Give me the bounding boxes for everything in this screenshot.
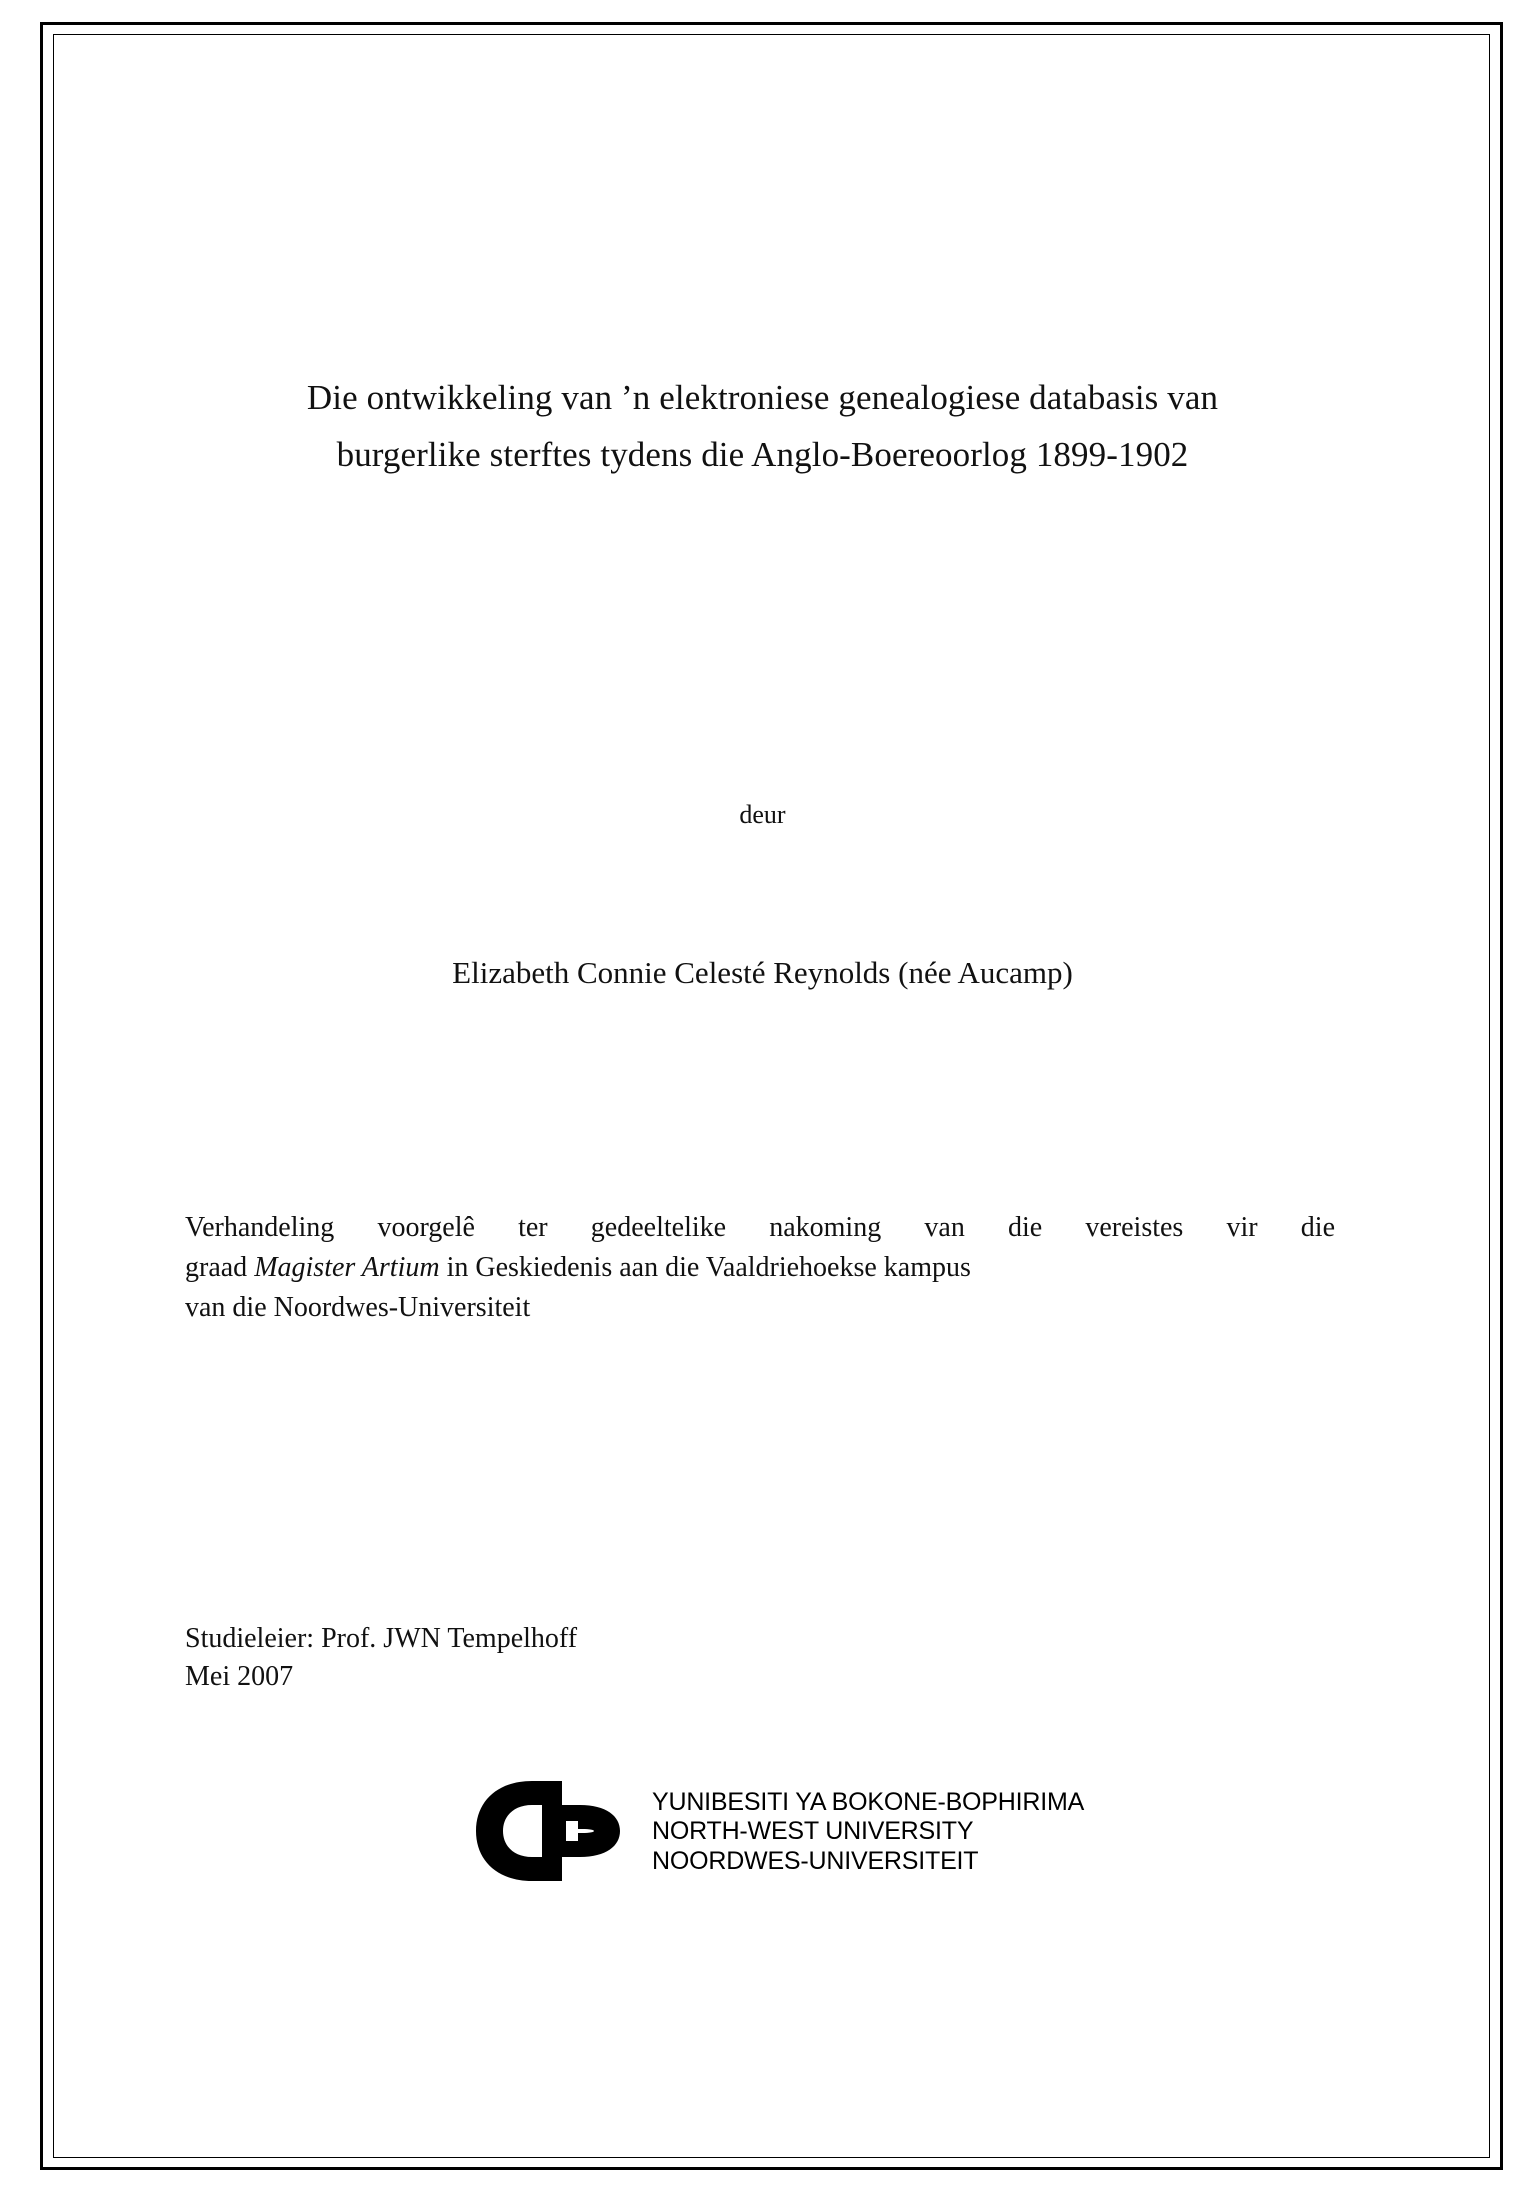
north-west-university-logo-icon bbox=[470, 1775, 642, 1887]
logo-text-line-1: YUNIBESITI YA BOKONE-BOPHIRIMA bbox=[652, 1787, 1085, 1816]
title-line-1: Die ontwikkeling van ’n elektroniese genealogiese databasis van bbox=[306, 378, 1219, 417]
logo-text-line-2: NORTH-WEST UNIVERSITY bbox=[652, 1817, 974, 1846]
degree-statement-line-1: Verhandeling voorgelê ter gedeeltelike nakoming van die vereistes vir die bbox=[185, 1212, 1335, 1243]
date-line: Mei 2007 bbox=[185, 1660, 294, 1692]
supervisor-line: Studieleier: Prof. JWN Tempelhoff bbox=[185, 1623, 578, 1654]
supervisor-and-date bbox=[185, 1620, 577, 1696]
university-logo bbox=[470, 1775, 1084, 1887]
byline-label: deur bbox=[739, 800, 786, 829]
university-logo-text bbox=[652, 1786, 1084, 1877]
degree-statement-line-2-prefix: graad bbox=[185, 1251, 255, 1283]
title-page-content bbox=[185, 0, 1340, 2206]
degree-statement-line-3: van die Noordwes-Universiteit bbox=[185, 1291, 531, 1323]
degree-name: Magister Artium bbox=[254, 1251, 440, 1283]
degree-statement bbox=[185, 1208, 1335, 1327]
page-title bbox=[185, 370, 1340, 483]
logo-text-line-3: NOORDWES-UNIVERSITEIT bbox=[652, 1846, 979, 1875]
degree-statement-line-2-suffix: in Geskiedenis aan die Vaaldriehoekse kampus bbox=[439, 1251, 971, 1283]
degree-statement-line-2 bbox=[185, 1248, 1335, 1288]
author-name: Elizabeth Connie Celesté Reynolds (née Aucamp) bbox=[452, 955, 1073, 990]
title-line-2: burgerlike sterftes tydens die Anglo-Boereoorlog 1899-1902 bbox=[336, 434, 1189, 474]
